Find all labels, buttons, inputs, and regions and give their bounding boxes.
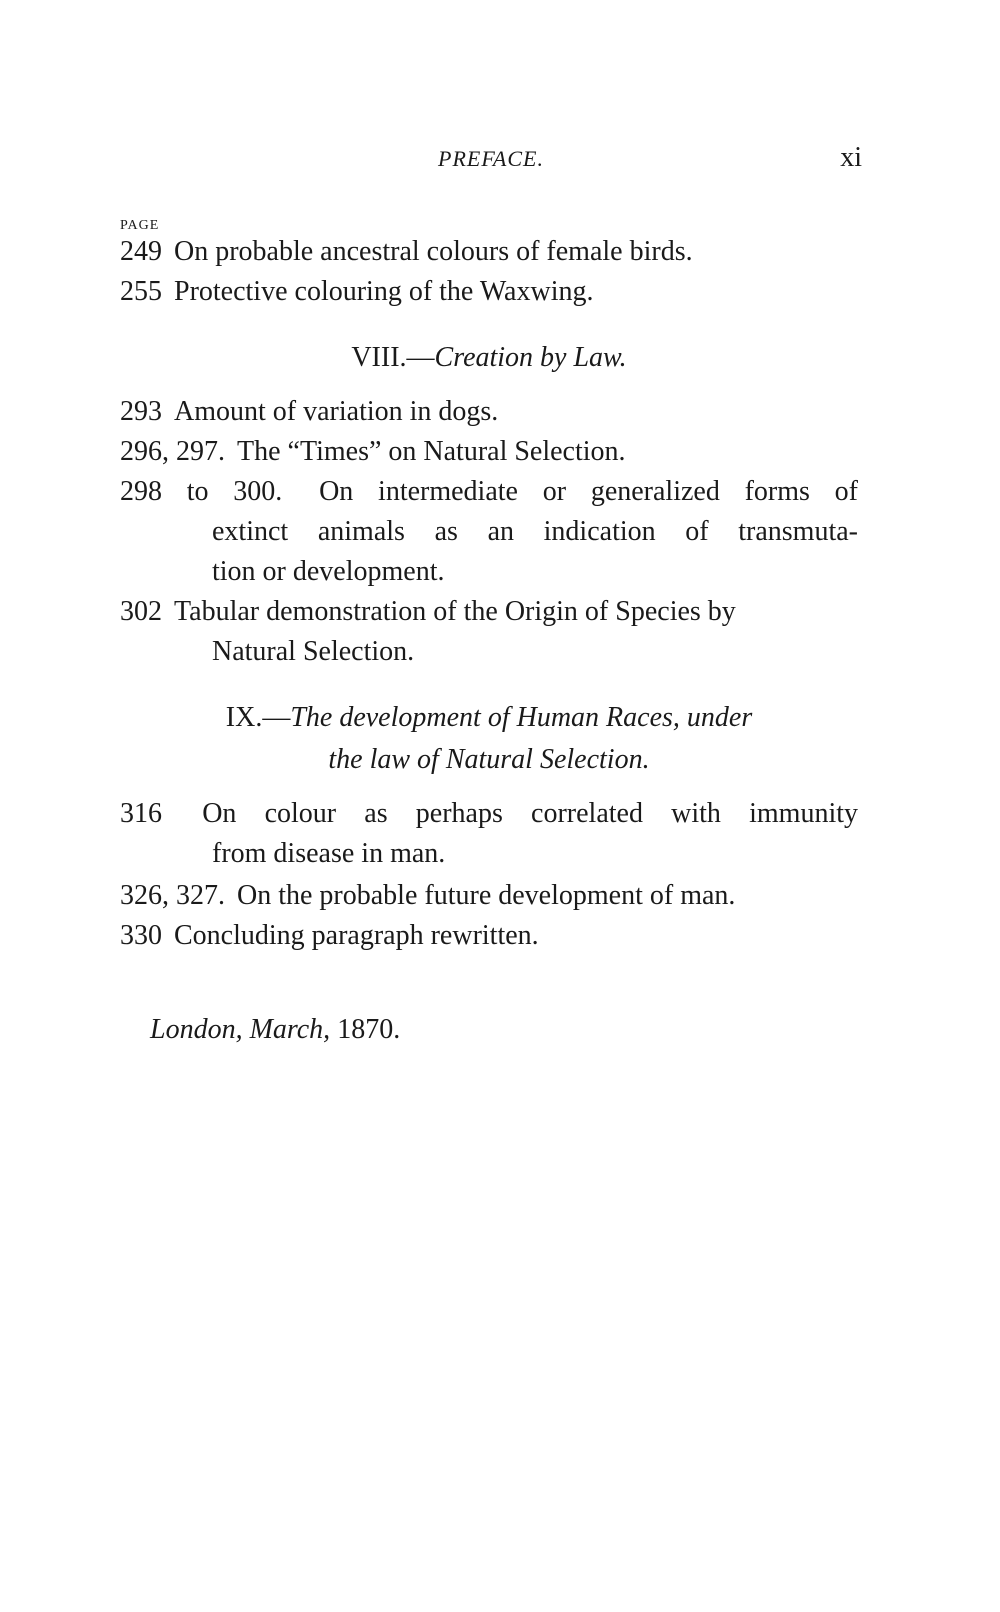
signoff-year: 1870. — [337, 1014, 401, 1045]
entry-text-continued: Natural Selection. — [212, 636, 415, 667]
section-heading-viii — [120, 338, 858, 378]
running-title: PREFACE. — [438, 146, 544, 171]
entry-page-number: 326, 327. — [120, 880, 225, 911]
list-item — [120, 272, 858, 312]
page-column-label: PAGE — [120, 218, 160, 233]
page-number: xi — [840, 142, 862, 173]
entry-page-number: 316 — [120, 798, 162, 829]
list-item — [120, 916, 858, 956]
list-item — [120, 232, 858, 272]
entry-text: The “Times” on Natural Selection. — [237, 436, 626, 467]
entry-text: On probable ancestral colours of female birds. — [174, 236, 693, 267]
list-item — [120, 876, 858, 916]
section-numeral: IX.— — [225, 702, 291, 733]
signoff-dateline — [150, 1010, 400, 1050]
entry-text: Protective colouring of the Waxwing. — [174, 276, 594, 307]
entry-text-continued: tion or development. — [212, 556, 445, 587]
list-item — [120, 592, 858, 672]
entry-text: On intermediate or generalized forms of — [319, 476, 858, 507]
signoff-place-month: London, March, — [150, 1014, 331, 1045]
section-title: Creation by Law. — [434, 342, 627, 373]
list-item — [120, 432, 858, 472]
entry-text: Amount of variation in dogs. — [174, 396, 499, 427]
entry-page-number: 330 — [120, 920, 162, 951]
section-numeral: VIII.— — [351, 342, 435, 373]
section-title-line2: the law of Natural Selection. — [328, 744, 650, 775]
section-title-line1: The development of Human Races, under — [290, 702, 753, 733]
entry-text: Concluding paragraph rewritten. — [174, 920, 539, 951]
entry-page-number: 296, 297. — [120, 436, 225, 467]
entry-text-continued: extinct animals as an indication of transmuta- — [212, 516, 858, 547]
entry-text-continued: from disease in man. — [212, 838, 446, 869]
entry-text: On the probable future development of man. — [237, 880, 736, 911]
list-item — [120, 472, 858, 592]
running-head — [120, 142, 862, 176]
entry-page-number: 302 — [120, 596, 162, 627]
list-item — [120, 392, 858, 432]
entry-page-number: 293 — [120, 396, 162, 427]
section-heading-ix-continued — [120, 740, 858, 780]
entry-text: On colour as perhaps correlated with immunity — [202, 798, 859, 829]
entry-page-number: 249 — [120, 236, 162, 267]
entry-text: Tabular demonstration of the Origin of Species by — [174, 596, 736, 627]
section-heading-ix — [120, 698, 858, 738]
list-item — [120, 794, 858, 874]
entry-page-number: 255 — [120, 276, 162, 307]
entry-page-number: 298 to 300. — [120, 476, 283, 507]
